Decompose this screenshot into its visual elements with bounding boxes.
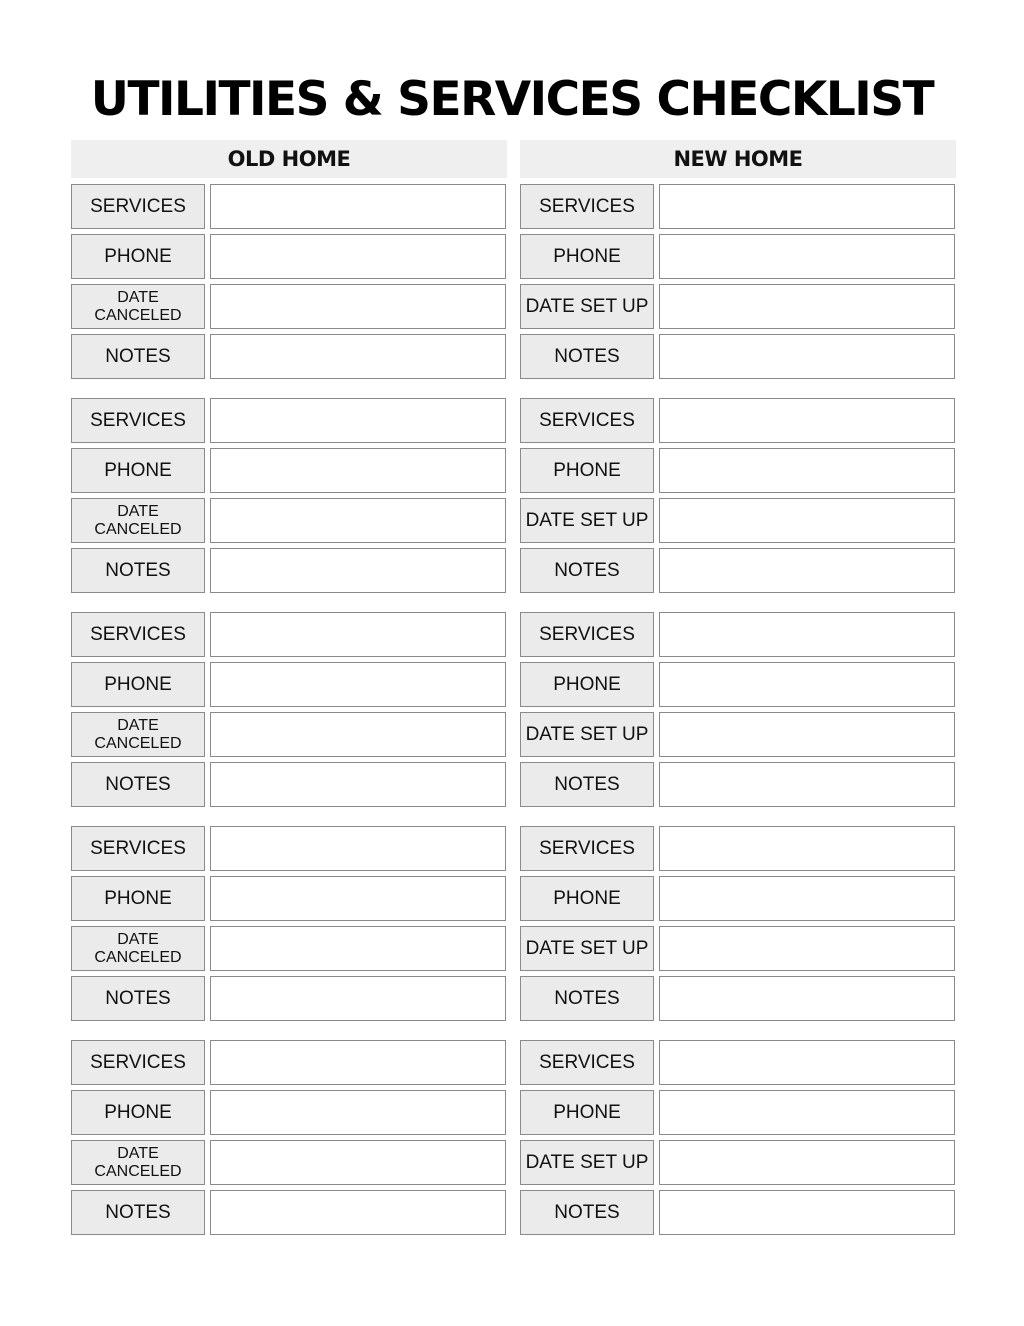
old-home-date-row <box>71 926 507 972</box>
date-field[interactable] <box>210 498 506 543</box>
new-home-date-row <box>520 926 956 972</box>
phone-field[interactable] <box>659 1090 955 1135</box>
new-home-notes-row <box>520 762 956 808</box>
phone-field[interactable] <box>659 448 955 493</box>
phone-field[interactable] <box>210 876 506 921</box>
notes-field[interactable] <box>659 762 955 807</box>
old-home-notes-row <box>71 548 507 594</box>
phone-label: PHONE <box>520 234 654 279</box>
old-home-phone-row <box>71 876 507 922</box>
phone-field[interactable] <box>659 234 955 279</box>
old-home-notes-row <box>71 334 507 380</box>
notes-label: NOTES <box>71 976 205 1021</box>
old-home-phone-row <box>71 1090 507 1136</box>
notes-field[interactable] <box>210 334 506 379</box>
phone-label: PHONE <box>71 234 205 279</box>
notes-field[interactable] <box>659 1190 955 1235</box>
old-home-date-row <box>71 1140 507 1186</box>
new-home-phone-row <box>520 1090 956 1136</box>
services-label: SERVICES <box>520 398 654 443</box>
new-home-header: NEW HOME <box>520 140 956 178</box>
date-field[interactable] <box>210 1140 506 1185</box>
phone-label: PHONE <box>520 1090 654 1135</box>
services-label: SERVICES <box>520 826 654 871</box>
new-home-notes-row <box>520 548 956 594</box>
notes-label: NOTES <box>71 1190 205 1235</box>
new-home-notes-row <box>520 976 956 1022</box>
date-label: DATE CANCELED <box>71 1140 205 1185</box>
new-home-services-row <box>520 398 956 444</box>
date-field[interactable] <box>659 712 955 757</box>
date-label: DATE SET UP <box>520 498 654 543</box>
date-field[interactable] <box>659 284 955 329</box>
old-home-services-row <box>71 612 507 658</box>
phone-field[interactable] <box>210 234 506 279</box>
date-label: DATE SET UP <box>520 712 654 757</box>
new-home-phone-row <box>520 234 956 280</box>
old-home-notes-row <box>71 762 507 808</box>
old-home-phone-row <box>71 448 507 494</box>
services-field[interactable] <box>659 184 955 229</box>
date-field[interactable] <box>659 926 955 971</box>
phone-label: PHONE <box>71 448 205 493</box>
old-home-date-row <box>71 712 507 758</box>
notes-field[interactable] <box>210 548 506 593</box>
phone-field[interactable] <box>210 448 506 493</box>
new-home-services-row <box>520 612 956 658</box>
date-field[interactable] <box>659 498 955 543</box>
date-label: DATE SET UP <box>520 1140 654 1185</box>
old-home-services-row <box>71 398 507 444</box>
services-label: SERVICES <box>520 1040 654 1085</box>
date-field[interactable] <box>210 284 506 329</box>
old-home-phone-row <box>71 662 507 708</box>
date-label: DATE CANCELED <box>71 498 205 543</box>
services-label: SERVICES <box>71 398 205 443</box>
notes-field[interactable] <box>210 976 506 1021</box>
phone-field[interactable] <box>210 662 506 707</box>
phone-label: PHONE <box>520 876 654 921</box>
date-label: DATE CANCELED <box>71 926 205 971</box>
notes-label: NOTES <box>520 762 654 807</box>
notes-label: NOTES <box>71 548 205 593</box>
new-home-date-row <box>520 498 956 544</box>
notes-field[interactable] <box>210 762 506 807</box>
services-label: SERVICES <box>71 184 205 229</box>
new-home-services-row <box>520 826 956 872</box>
notes-field[interactable] <box>659 976 955 1021</box>
new-home-date-row <box>520 712 956 758</box>
services-field[interactable] <box>210 184 506 229</box>
new-home-date-row <box>520 1140 956 1186</box>
phone-label: PHONE <box>71 876 205 921</box>
services-label: SERVICES <box>71 826 205 871</box>
new-home-services-row <box>520 184 956 230</box>
old-home-date-row <box>71 284 507 330</box>
notes-field[interactable] <box>659 548 955 593</box>
old-home-notes-row <box>71 976 507 1022</box>
notes-label: NOTES <box>520 334 654 379</box>
services-field[interactable] <box>210 612 506 657</box>
notes-label: NOTES <box>520 976 654 1021</box>
new-home-column <box>520 140 956 1223</box>
page-title: UTILITIES & SERVICES CHECKLIST <box>90 72 934 127</box>
services-field[interactable] <box>210 1040 506 1085</box>
date-label: DATE SET UP <box>520 284 654 329</box>
phone-label: PHONE <box>520 448 654 493</box>
phone-field[interactable] <box>659 662 955 707</box>
old-home-services-row <box>71 826 507 872</box>
old-home-services-row <box>71 184 507 230</box>
new-home-notes-row <box>520 334 956 380</box>
date-label: DATE CANCELED <box>71 712 205 757</box>
notes-field[interactable] <box>210 1190 506 1235</box>
new-home-phone-row <box>520 448 956 494</box>
date-field[interactable] <box>659 1140 955 1185</box>
notes-label: NOTES <box>520 1190 654 1235</box>
old-home-services-row <box>71 1040 507 1086</box>
notes-label: NOTES <box>520 548 654 593</box>
services-label: SERVICES <box>520 184 654 229</box>
new-home-phone-row <box>520 662 956 708</box>
notes-label: NOTES <box>71 334 205 379</box>
services-field[interactable] <box>210 398 506 443</box>
services-field[interactable] <box>659 826 955 871</box>
date-field[interactable] <box>210 926 506 971</box>
new-home-date-row <box>520 284 956 330</box>
phone-field[interactable] <box>210 1090 506 1135</box>
notes-label: NOTES <box>71 762 205 807</box>
date-label: DATE SET UP <box>520 926 654 971</box>
old-home-column <box>71 140 507 1223</box>
services-field[interactable] <box>659 612 955 657</box>
date-label: DATE CANCELED <box>71 284 205 329</box>
old-home-date-row <box>71 498 507 544</box>
services-field[interactable] <box>210 826 506 871</box>
phone-label: PHONE <box>520 662 654 707</box>
notes-field[interactable] <box>659 334 955 379</box>
phone-label: PHONE <box>71 1090 205 1135</box>
services-field[interactable] <box>659 398 955 443</box>
services-label: SERVICES <box>520 612 654 657</box>
old-home-phone-row <box>71 234 507 280</box>
services-label: SERVICES <box>71 612 205 657</box>
date-field[interactable] <box>210 712 506 757</box>
old-home-notes-row <box>71 1190 507 1236</box>
phone-label: PHONE <box>71 662 205 707</box>
old-home-header: OLD HOME <box>71 140 507 178</box>
services-label: SERVICES <box>71 1040 205 1085</box>
new-home-notes-row <box>520 1190 956 1236</box>
services-field[interactable] <box>659 1040 955 1085</box>
new-home-phone-row <box>520 876 956 922</box>
new-home-services-row <box>520 1040 956 1086</box>
phone-field[interactable] <box>659 876 955 921</box>
